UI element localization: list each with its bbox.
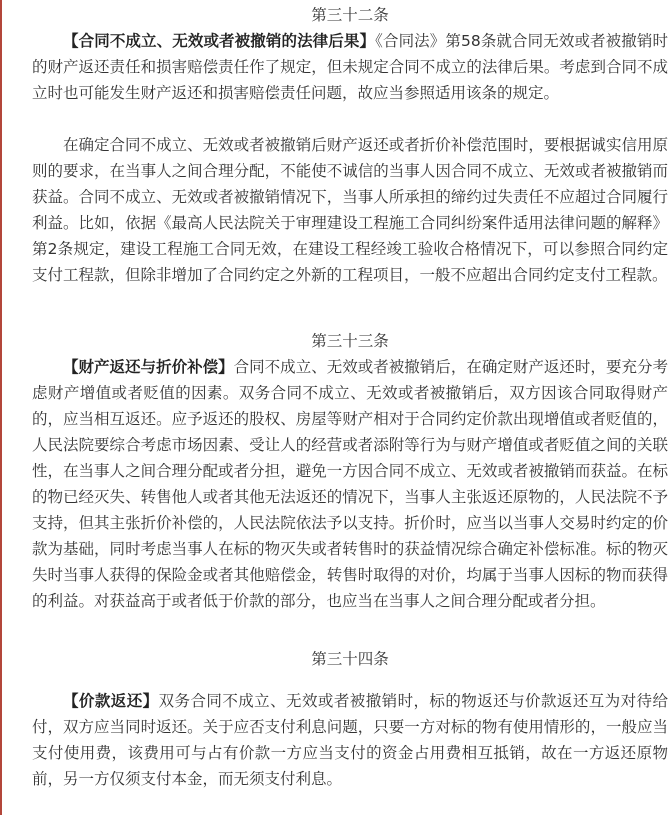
article-34-title: 第三十四条: [311, 650, 389, 668]
article-33-title: 第三十三条: [311, 332, 389, 350]
article-32-title: 第三十二条: [311, 6, 389, 24]
article-32-heading: 【合同不成立、无效或者被撤销的法律后果】: [63, 32, 376, 50]
article-32-paragraph-1: [32, 28, 668, 106]
article-34-paragraph-1: [32, 688, 668, 792]
article-33-heading: 【财产返还与折价补偿】: [63, 358, 234, 376]
article-32-paragraph-2: [32, 132, 668, 288]
article-32-paragraph-2-text: 在确定合同不成立、无效或者被撤销后财产返还或者折价补偿范围时，要根据诚实信用原则的要求，在当事人之间合理分配，不能使不诚信的当事人因合同不成立、无效或者被撤销而获益。合同不成立、无效或者被撤销情况下，当事人所承担的缔约过失责任不应超过合同履行利益。比如，依据《最高人民法院关于审理建设工程施工合同纠纷案件适用法律问题的解释》第2条规定，建设工程施工合同无效，在建设工程经竣工验收合格情况下，可以参照合同约定支付工程款，但除非增加了合同约定之外新的工程项目，一般不应超出合同约定支付工程款。: [32, 136, 668, 284]
article-34-heading: 【价款返还】: [63, 692, 159, 710]
article-33-paragraph-1-text: 合同不成立、无效或者被撤销后，在确定财产返还时，要充分考虑财产增值或者贬值的因素。双务合同不成立、无效或者被撤销后，双方因该合同取得财产的，应当相互返还。应予返还的股权、房屋等财产相对于合同约定价款出现增值或者贬值的，人民法院要综合考虑市场因素、受让人的经营或者添附等行为与财产增值或者贬值之间的关联性，在当事人之间合理分配或者分担，避免一方因合同不成立、无效或者被撤销而获益。在标的物已经灭失、转售他人或者其他无法返还的情况下，当事人主张返还原物的，人民法院不予支持，但其主张折价补偿的，人民法院依法予以支持。折价时，应当以当事人交易时约定的价款为基础，同时考虑当事人在标的物灭失或者转售时的获益情况综合确定补偿标准。标的物灭失时当事人获得的保险金或者其他赔偿金，转售时取得的对价，均属于当事人因标的物而获得的利益。对获益高于或者低于价款的部分，也应当在当事人之间合理分配或者分担。: [32, 358, 668, 610]
article-content: [32, 2, 668, 792]
article-34-paragraph-1-text: 双务合同不成立、无效或者被撤销时，标的物返还与价款返还互为对待给付，双方应当同时返还。关于应否支付利息问题，只要一方对标的物有使用情形的，一般应当支付使用费，该费用可与占有价款一方应当支付的资金占用费相互抵销，故在一方返还原物前，另一方仅须支付本金，而无须支付利息。: [32, 692, 668, 788]
article-32-paragraph-1-text: 《合同法》第58条就合同无效或者被撤销时的财产返还责任和损害赔偿责任作了规定，但未规定合同不成立的法律后果。考虑到合同不成立时也可能发生财产返还和损害赔偿责任问题，故应当参照适用该条的规定。: [32, 32, 668, 102]
article-33-paragraph-1: [32, 354, 668, 614]
